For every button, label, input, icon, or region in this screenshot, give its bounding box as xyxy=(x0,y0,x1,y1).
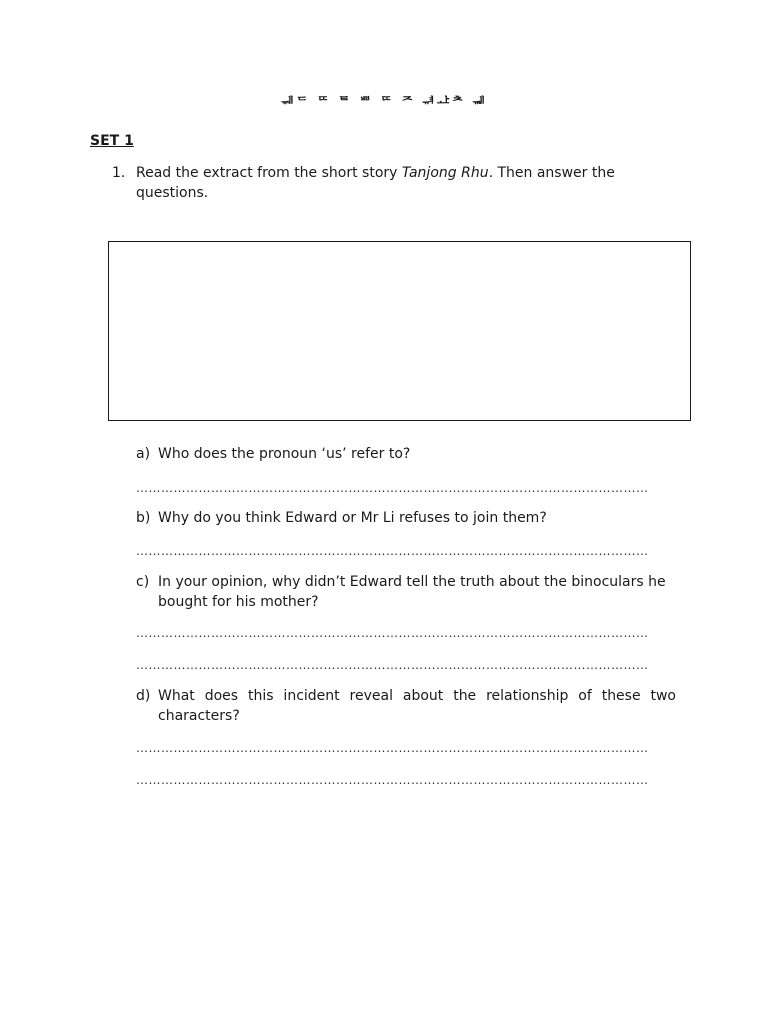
question-1 xyxy=(112,163,632,203)
sub-question-b xyxy=(136,508,676,528)
sub-question-d xyxy=(136,686,676,726)
sub-question-a xyxy=(136,444,676,464)
page-title: ᆐᄃ ᄄ ᄐ ᄈ ᄄ ᄌ ᆑᅶᄎ ᆒ xyxy=(281,96,487,111)
question-instruction xyxy=(136,163,632,203)
sub-question-letter: c) xyxy=(136,574,150,590)
answer-line: …………………………………………………………………………………………………………… xyxy=(136,481,649,495)
sub-question-letter: d) xyxy=(136,688,151,704)
answer-line: …………………………………………………………………………………………………………… xyxy=(136,626,649,640)
answer-line: …………………………………………………………………………………………………………… xyxy=(136,658,649,672)
sub-question-c xyxy=(136,572,676,612)
instruction-text-start: Read the extract from the short story xyxy=(136,165,402,181)
sub-question-letter: a) xyxy=(136,446,151,462)
answer-line: …………………………………………………………………………………………………………… xyxy=(136,544,649,558)
answer-line: …………………………………………………………………………………………………………… xyxy=(136,773,649,787)
answer-line: …………………………………………………………………………………………………………… xyxy=(136,741,649,755)
sub-question-letter: b) xyxy=(136,510,151,526)
sub-question-text: Who does the pronoun ‘us’ refer to? xyxy=(158,446,411,462)
story-title: Tanjong Rhu xyxy=(401,165,489,181)
set-heading: SET 1 xyxy=(90,133,134,149)
sub-question-text: What does this incident reveal about the relationship of these two characters? xyxy=(158,688,676,724)
instruction-text-end: . Then answer the questions. xyxy=(136,165,615,201)
sub-question-text: Why do you think Edward or Mr Li refuses to join them? xyxy=(158,510,547,526)
extract-box xyxy=(108,241,691,421)
question-number: 1. xyxy=(112,165,126,181)
sub-question-text: In your opinion, why didn’t Edward tell the truth about the binoculars he bought for his mother? xyxy=(158,574,666,610)
